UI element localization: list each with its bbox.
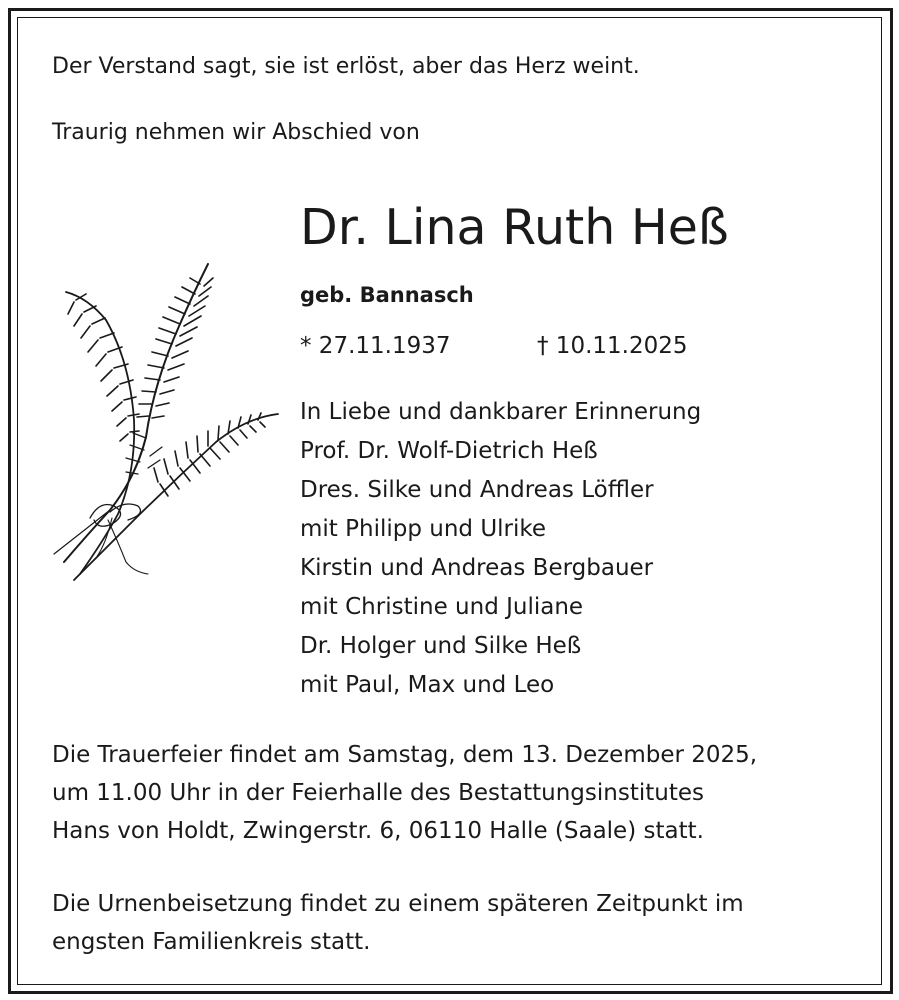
service-line: Die Trauerfeier findet am Samstag, dem 13. Dezember 2025, <box>52 742 758 768</box>
mourner-line: Dres. Silke und Andreas Löffler <box>300 477 654 503</box>
service-line: Hans von Holdt, Zwingerstr. 6, 06110 Halle (Saale) statt. <box>52 818 704 844</box>
deceased-name: Dr. Lina Ruth Heß <box>300 199 729 256</box>
burial-line: engsten Familienkreis statt. <box>52 929 371 955</box>
mourner-line: mit Christine und Juliane <box>300 594 584 620</box>
birth-date: * 27.11.1937 <box>300 333 451 359</box>
mourner-line: Kirstin und Andreas Bergbauer <box>300 555 654 581</box>
mourner-line: Prof. Dr. Wolf-Dietrich Heß <box>300 438 598 464</box>
burial-line: Die Urnenbeisetzung findet zu einem späteren Zeitpunkt im <box>52 891 744 917</box>
intro-text: Traurig nehmen wir Abschied von <box>52 120 420 145</box>
fern-bouquet-icon <box>48 262 280 592</box>
service-line: um 11.00 Uhr in der Feierhalle des Bestattungsinstitutes <box>52 780 704 806</box>
service-info <box>52 736 757 850</box>
death-date: † 10.11.2025 <box>537 333 688 359</box>
burial-info <box>52 885 744 961</box>
birth-name: geb. Bannasch <box>300 283 474 307</box>
mourner-line: mit Paul, Max und Leo <box>300 672 555 698</box>
mourners-list <box>300 393 701 705</box>
mourner-line: In Liebe und dankbarer Erinnerung <box>300 399 702 425</box>
motto-text: Der Verstand sagt, sie ist erlöst, aber das Herz weint. <box>52 54 640 79</box>
mourner-line: Dr. Holger und Silke Heß <box>300 633 582 659</box>
mourner-line: mit Philipp und Ulrike <box>300 516 547 542</box>
